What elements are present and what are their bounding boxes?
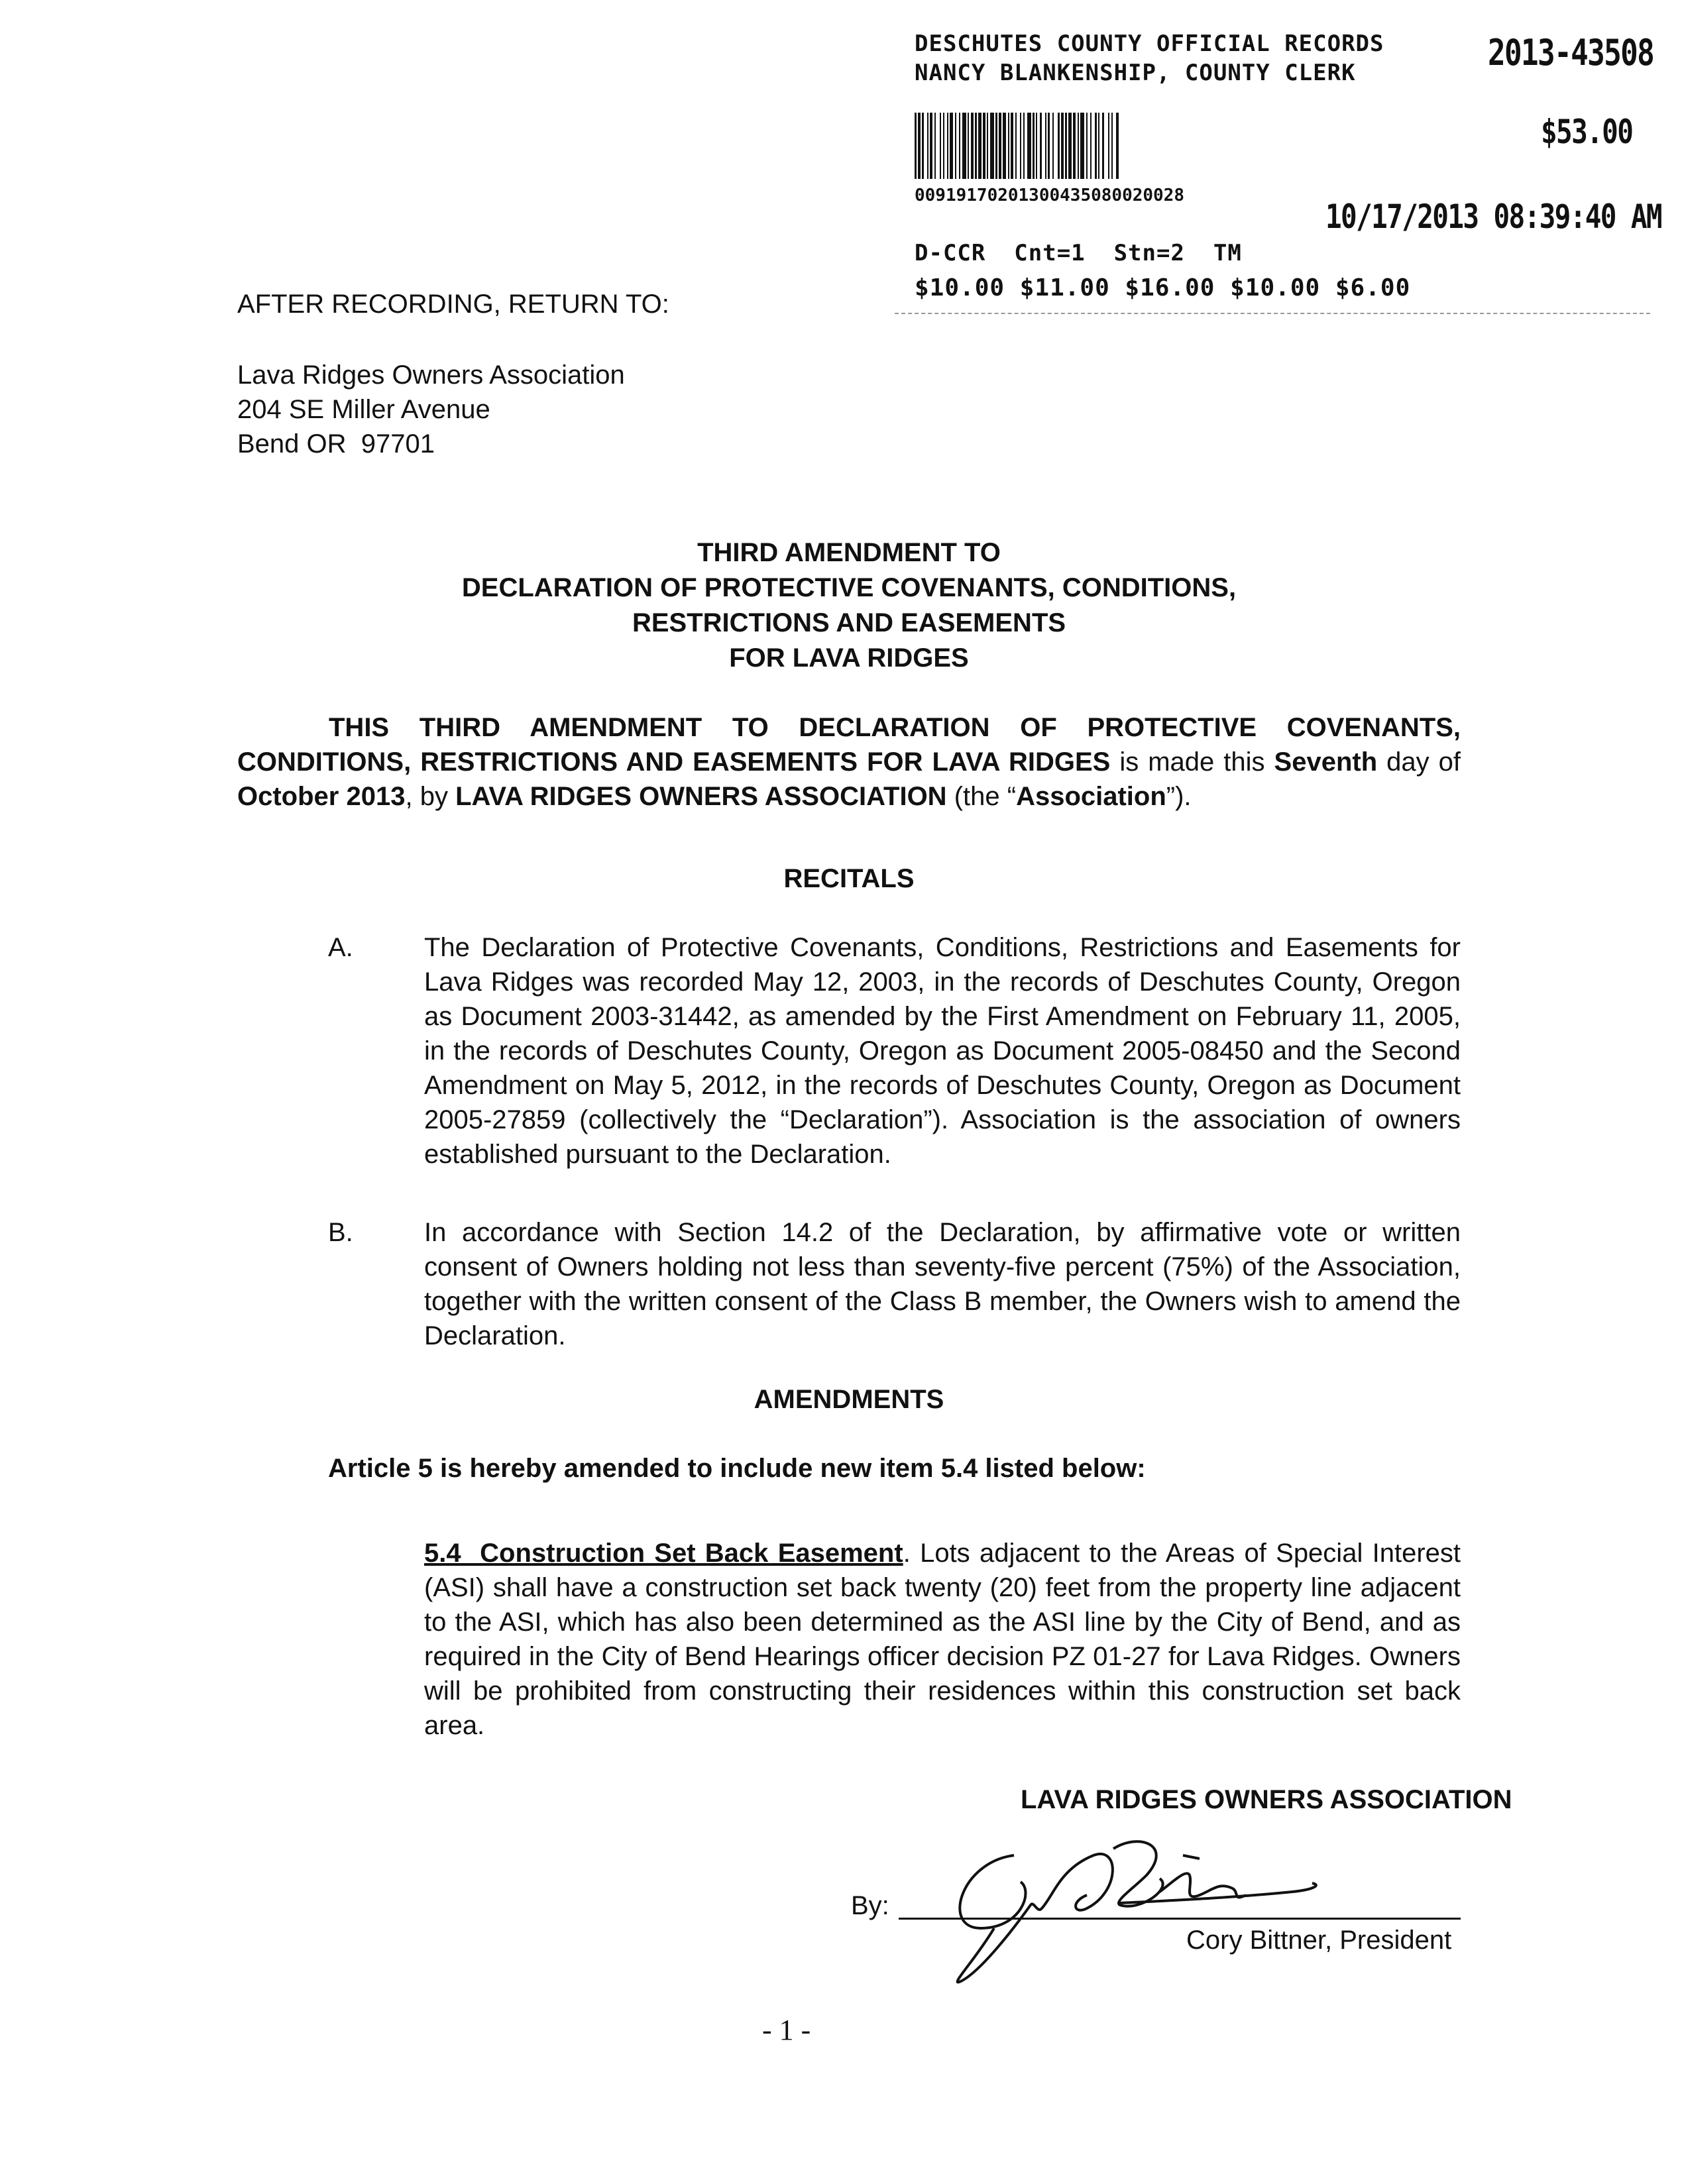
return-street: 204 SE Miller Avenue: [237, 395, 490, 424]
intro-text-4: (the “: [946, 782, 1017, 811]
recital-a-text: The Declaration of Protective Covenants, Conditions, Restrictions and Easements for Lava Ridges was recorded May 12, 2003, in the records of Deschutes County, Oregon as Document 2003-31442, as amended by the First Amendment on February 11, 2005, in the records of Deschutes County, Oregon as Document 2005-08450 and the Second Amendment on May 5, 2012, in the records of Deschutes County, Oregon as Document 2005-27859 (collectively the “Declaration”). Association is the association of owners established pursuant to the Declaration.: [424, 933, 1461, 1169]
amendment-item-text: . Lots adjacent to the Areas of Special Interest (ASI) shall have a construction set back twenty (20) feet from the property line adjacent to the ASI, which has also been determined as the ASI line by the City of Bend, and as required in the City of Bend Hearings officer decision PZ 01-27 for Lava Ridges. Owners will be prohibited from constructing their residences within this construction set back area.: [424, 1539, 1461, 1740]
amendment-item-5-4: [424, 1536, 1461, 1743]
stamp-document-number: 2013-43508: [1488, 32, 1654, 74]
stamp-divider: [895, 313, 1650, 314]
amendment-item-title: 5.4 Construction Set Back Easement: [424, 1539, 903, 1568]
stamp-recorded-datetime: 10/17/2013 08:39:40 AM: [1325, 197, 1661, 236]
recording-barcode: [915, 113, 1430, 179]
handwritten-signature: [921, 1829, 1345, 1994]
recital-b-text: In accordance with Section 14.2 of the Declaration, by affirmative vote or written consent of Owners holding not less than seventy-five percent (75%) of the Association, together with the written consent of the Class B member, the Owners wish to amend the Declaration.: [424, 1218, 1461, 1350]
intro-association-short: Association: [1016, 782, 1166, 811]
recital-a-marker: A.: [328, 933, 353, 962]
intro-text-3: , by: [405, 782, 456, 811]
document-title: [237, 535, 1461, 676]
return-city: Bend OR 97701: [237, 429, 435, 459]
stamp-codes-line: D-CCR Cnt=1 Stn=2 TM: [915, 240, 1242, 266]
stamp-county-line: DESCHUTES COUNTY OFFICIAL RECORDS: [915, 30, 1384, 57]
stamp-fees-line: $10.00 $11.00 $16.00 $10.00 $6.00: [915, 274, 1411, 301]
title-line-4: FOR LAVA RIDGES: [729, 643, 969, 673]
recitals-heading: RECITALS: [783, 864, 915, 893]
return-name: Lava Ridges Owners Association: [237, 360, 625, 390]
amendments-heading: AMENDMENTS: [754, 1385, 944, 1414]
intro-text-5: ”).: [1166, 782, 1192, 811]
intro-date: October 2013: [237, 782, 406, 811]
recital-b-marker: B.: [328, 1218, 353, 1247]
barcode-bar: [1119, 113, 1120, 179]
signer-name: Cory Bittner, President: [1186, 1926, 1452, 1955]
intro-day: Seventh: [1274, 747, 1378, 777]
intro-association: LAVA RIDGES OWNERS ASSOCIATION: [455, 782, 947, 811]
title-line-1: THIRD AMENDMENT TO: [697, 538, 1001, 567]
return-heading: AFTER RECORDING, RETURN TO:: [237, 290, 669, 319]
intro-text-1: is made this: [1110, 747, 1274, 777]
title-line-3: RESTRICTIONS AND EASEMENTS: [632, 608, 1066, 637]
intro-bold-lead: THIS THIRD AMENDMENT TO DECLARATION OF PROTECTIVE COVENANTS, CONDITIONS, RESTRICTIONS AND EASEMENTS FOR LAVA RIDGES: [237, 713, 1461, 777]
signature-org: LAVA RIDGES OWNERS ASSOCIATION: [1021, 1785, 1512, 1814]
article-line: Article 5 is hereby amended to include new item 5.4 listed below:: [328, 1454, 1146, 1483]
page-number: - 1 -: [762, 2014, 811, 2046]
title-line-2: DECLARATION OF PROTECTIVE COVENANTS, CONDITIONS,: [461, 573, 1237, 602]
stamp-clerk-line: NANCY BLANKENSHIP, COUNTY CLERK: [915, 60, 1356, 86]
intro-paragraph: [237, 710, 1461, 814]
intro-text-2: day of: [1377, 747, 1461, 777]
signature-by-label: By:: [851, 1891, 889, 1920]
stamp-fee-total: $53.00: [1541, 113, 1633, 151]
barcode-number: 00919170201300435080020028: [915, 186, 1184, 205]
